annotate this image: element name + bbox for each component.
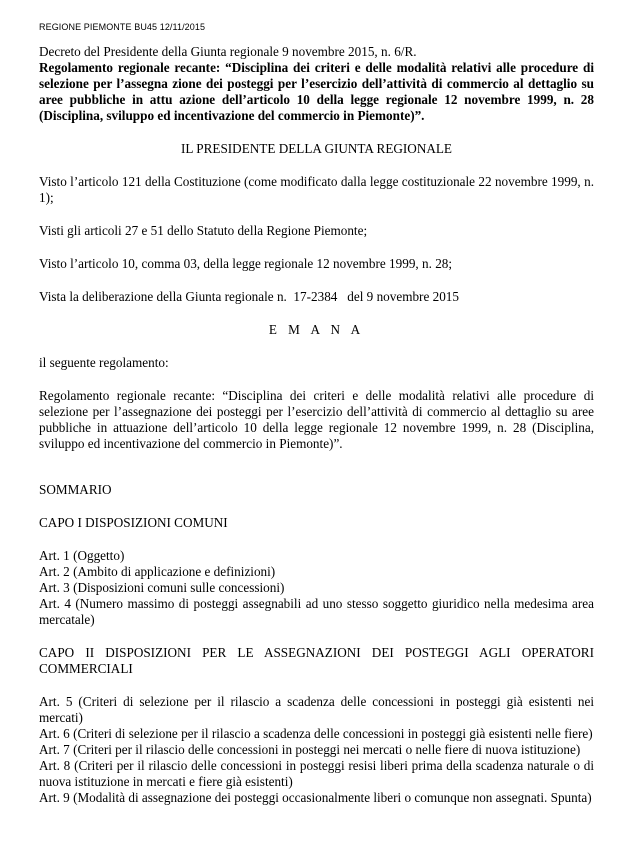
- visto-statuto: Visti gli articoli 27 e 51 dello Statuto della Regione Piemonte;: [39, 223, 368, 238]
- capo-2-list: [39, 694, 594, 806]
- capo-2-title: CAPO II DISPOSIZIONI PER LE ASSEGNAZIONI DEI POSTEGGI AGLI OPERATORI COMMERCIALI: [39, 645, 594, 676]
- visto-costituzione: Visto l’articolo 121 della Costituzione (come modificato dalla legge costituzionale 22 novembre 1999, n. 1);: [39, 174, 594, 205]
- following-regulation: il seguente regolamento:: [39, 355, 169, 370]
- toc-item: Art. 7 (Criteri per il rilascio delle concessioni in posteggi nei mercati o nelle fiere di nuova istituzione): [39, 742, 581, 757]
- visto-legge: Visto l’articolo 10, comma 03, della legge regionale 12 novembre 1999, n. 28;: [39, 256, 453, 271]
- decree-line: Decreto del Presidente della Giunta regionale 9 novembre 2015, n. 6/R.: [39, 44, 417, 59]
- emana-heading: [39, 322, 594, 338]
- toc-item: Art. 1 (Oggetto): [39, 548, 125, 563]
- bulletin-header: REGIONE PIEMONTE BU45 12/11/2015: [39, 22, 206, 32]
- president-heading: IL PRESIDENTE DELLA GIUNTA REGIONALE: [181, 141, 452, 156]
- toc-item: Art. 5 (Criteri di selezione per il rilascio a scadenza delle concessioni in posteggi già esistenti nei mercati): [39, 694, 594, 725]
- toc-item: Art. 2 (Ambito di applicazione e definizioni): [39, 564, 276, 579]
- toc-item: Art. 6 (Criteri di selezione per il rilascio a scadenza delle concessioni in posteggi già esistenti nelle fiere): [39, 726, 593, 741]
- document-content: [39, 44, 594, 806]
- toc-item: Art. 8 (Criteri per il rilascio delle concessioni in posteggi resisi liberi prima della scadenza naturale o di nuova istituzione in mercati e fiere già esistenti): [39, 758, 594, 789]
- toc-item: Art. 9 (Modalità di assegnazione dei posteggi occasionalmente liberi o comunque non assegnati. Spunta): [39, 790, 592, 805]
- capo-1-list: [39, 548, 594, 628]
- regulation-body: Regolamento regionale recante: “Disciplina dei criteri e delle modalità relativi alle procedure di selezione per l’assegnazione dei posteggi per l’esercizio dell’attività di commercio al dettaglio su aree pubbliche in attuazione dell’articolo 10 della legge regionale 12 novembre 1999, n. 28 (Disciplina, sviluppo ed incentivazione del commercio in Piemonte)”.: [39, 388, 594, 451]
- capo-1-title: CAPO I DISPOSIZIONI COMUNI: [39, 515, 228, 530]
- vista-deliberazione: Vista la deliberazione della Giunta regionale n. 17-2384 del 9 novembre 2015: [39, 289, 459, 304]
- regulation-title: Regolamento regionale recante: “Disciplina dei criteri e delle modalità relativi alle procedure di selezione per l’assegna zione dei posteggi per l’esercizio dell’attività di commercio al dettaglio su aree pubbliche in attu azione dell’articolo 10 della legge regionale 12 novembre 1999, n. 28 (Disciplina, sviluppo ed incentivazione del commercio in Piemonte)”.: [39, 60, 594, 123]
- sommario-heading: SOMMARIO: [39, 482, 112, 497]
- toc-item: Art. 3 (Disposizioni comuni sulle concessioni): [39, 580, 285, 595]
- emana-text: E M A N A: [268, 322, 365, 337]
- toc-item: Art. 4 (Numero massimo di posteggi assegnabili ad uno stesso soggetto giuridico nella medesima area mercatale): [39, 596, 594, 627]
